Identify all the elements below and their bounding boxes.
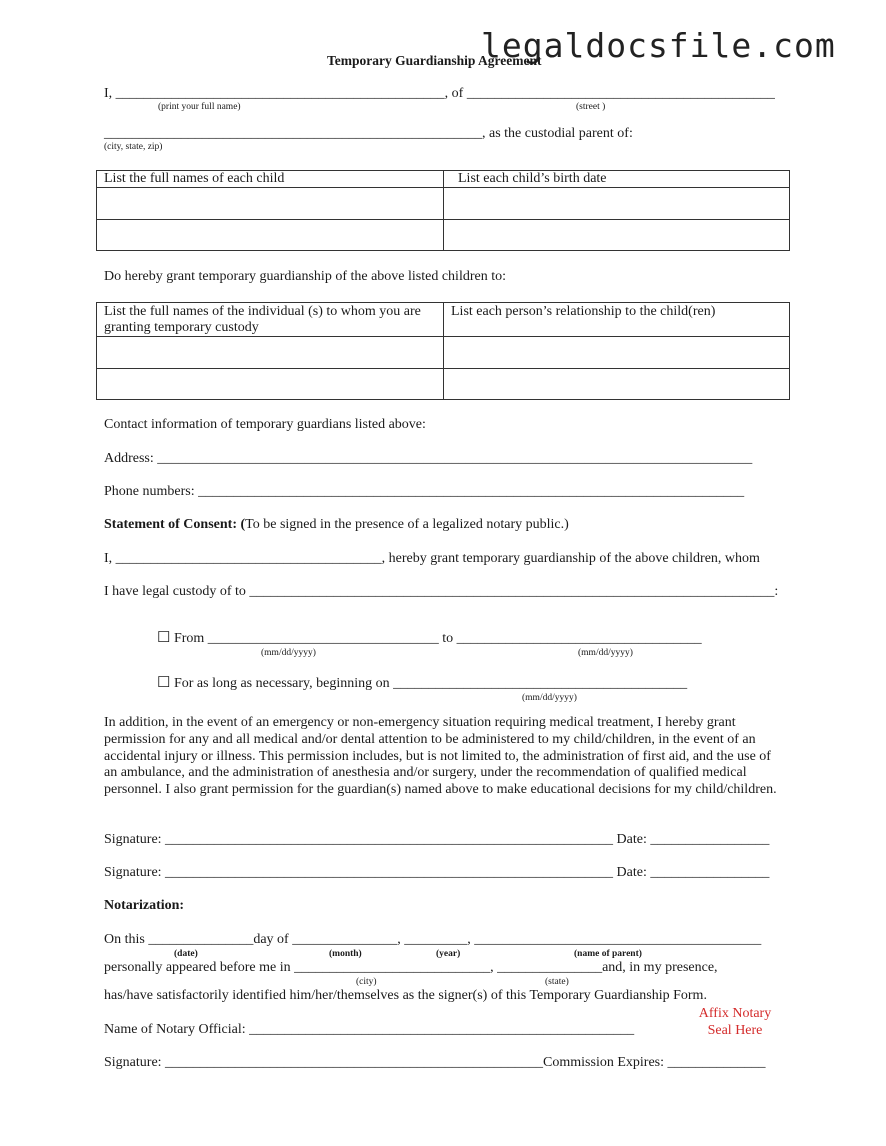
consent-heading-text: To be signed in the presence of a legalized notary public.) <box>245 517 569 532</box>
guardian-name-header: List the full names of the individual (s) to whom you are granting temporary custody <box>97 303 444 337</box>
guardian-relationship-cell[interactable] <box>444 369 790 400</box>
child-name-cell[interactable] <box>97 188 444 220</box>
phone-line[interactable]: Phone numbers: ______________________________________________________________________________ <box>104 484 745 499</box>
consent-heading <box>104 517 569 533</box>
notary-line-1[interactable]: On this _______________day of _______________, _________, _________________________________________ <box>104 932 762 947</box>
guardian-relationship-header: List each person’s relationship to the child(ren) <box>444 303 790 337</box>
notarization-heading: Notarization: <box>104 898 185 913</box>
notary-year-label: (year) <box>436 949 461 959</box>
signature-line-2[interactable]: Signature: ________________________________________________________________ Date: _________________ <box>104 865 770 880</box>
notary-date-label: (date) <box>174 949 198 959</box>
consent-line-1[interactable]: I, ______________________________________, hereby grant temporary guardianship of the above children, whom <box>104 551 760 566</box>
seal-line-2: Seal Here <box>707 1023 763 1038</box>
address-line[interactable]: Address: _____________________________________________________________________________________ <box>104 451 753 466</box>
guardians-table <box>96 302 790 400</box>
child-name-cell[interactable] <box>97 220 444 251</box>
watermark: legaldocsfile.com <box>481 26 836 65</box>
seal-line-1: Affix Notary <box>698 1006 772 1021</box>
notary-name-line[interactable]: Name of Notary Official: _______________________________________________________ <box>104 1022 635 1037</box>
children-table <box>96 170 790 251</box>
parent-name-street-line[interactable]: I, _______________________________________________, of ____________________________________________ <box>104 86 775 101</box>
consent-heading-bold: Statement of Consent: ( <box>104 517 246 532</box>
child-birthdate-cell[interactable] <box>444 188 790 220</box>
children-name-header: List the full names of each child <box>97 171 444 188</box>
page-title: Temporary Guardianship Agreement <box>327 53 542 68</box>
notary-city-label: (city) <box>356 977 377 987</box>
notary-line-3: has/have satisfactorily identified him/her/themselves as the signer(s) of this Temporary Guardianship Form. <box>104 988 707 1003</box>
grant-statement: Do hereby grant temporary guardianship of the above listed children to: <box>104 269 506 284</box>
child-birthdate-cell[interactable] <box>444 220 790 251</box>
print-name-label: (print your full name) <box>158 102 241 112</box>
option-date-range <box>157 628 702 647</box>
option-indefinite <box>157 673 687 692</box>
notary-month-label: (month) <box>329 949 362 959</box>
contact-heading: Contact information of temporary guardians listed above: <box>104 417 426 432</box>
children-birthdate-header: List each child’s birth date <box>444 171 790 188</box>
signature-line-1[interactable]: Signature: ________________________________________________________________ Date: _________________ <box>104 832 770 847</box>
checkbox-icon[interactable]: ☐ <box>157 630 171 646</box>
consent-line-2[interactable]: I have legal custody of to ___________________________________________________________________________: <box>104 584 779 599</box>
street-label: (street ) <box>576 102 606 112</box>
guardian-name-cell[interactable] <box>97 369 444 400</box>
guardian-name-cell[interactable] <box>97 337 444 369</box>
city-state-zip-label: (city, state, zip) <box>104 142 163 152</box>
option-date-range-text[interactable]: From _________________________________ to ___________________________________ <box>173 631 702 646</box>
notary-signature-line[interactable]: Signature: ______________________________________________________Commission Expires: ______________ <box>104 1055 766 1070</box>
from-date-format-label: (mm/dd/yyyy) <box>261 648 316 658</box>
notary-seal-area <box>696 1005 774 1039</box>
notary-state-label: (state) <box>545 977 569 987</box>
guardian-relationship-cell[interactable] <box>444 337 790 369</box>
notary-line-2[interactable]: personally appeared before me in ____________________________, _______________and, in my presence, <box>104 960 718 975</box>
to-date-format-label: (mm/dd/yyyy) <box>578 648 633 658</box>
checkbox-icon[interactable]: ☐ <box>157 675 171 691</box>
option-indefinite-text[interactable]: For as long as necessary, beginning on __________________________________________ <box>173 676 688 691</box>
medical-permission-paragraph: In addition, in the event of an emergency or non-emergency situation requiring medical treatment, I hereby grant permission for any and all medical and/or dental attention to be administered to my child/children, in the event of an accidental injury or illness. This permission includes, but is not limited to, the administration of first aid, and the use of an ambulance, and the administration of anesthesia and/or surgery, under the recommendation of qualified medical personnel. I also grant permission for the guardian(s) named above to make educational decisions for my child/children. <box>104 715 777 798</box>
beginning-date-format-label: (mm/dd/yyyy) <box>522 693 577 703</box>
city-state-zip-line[interactable]: ______________________________________________________, as the custodial parent of: <box>104 126 633 141</box>
notary-parent-label: (name of parent) <box>574 949 642 959</box>
